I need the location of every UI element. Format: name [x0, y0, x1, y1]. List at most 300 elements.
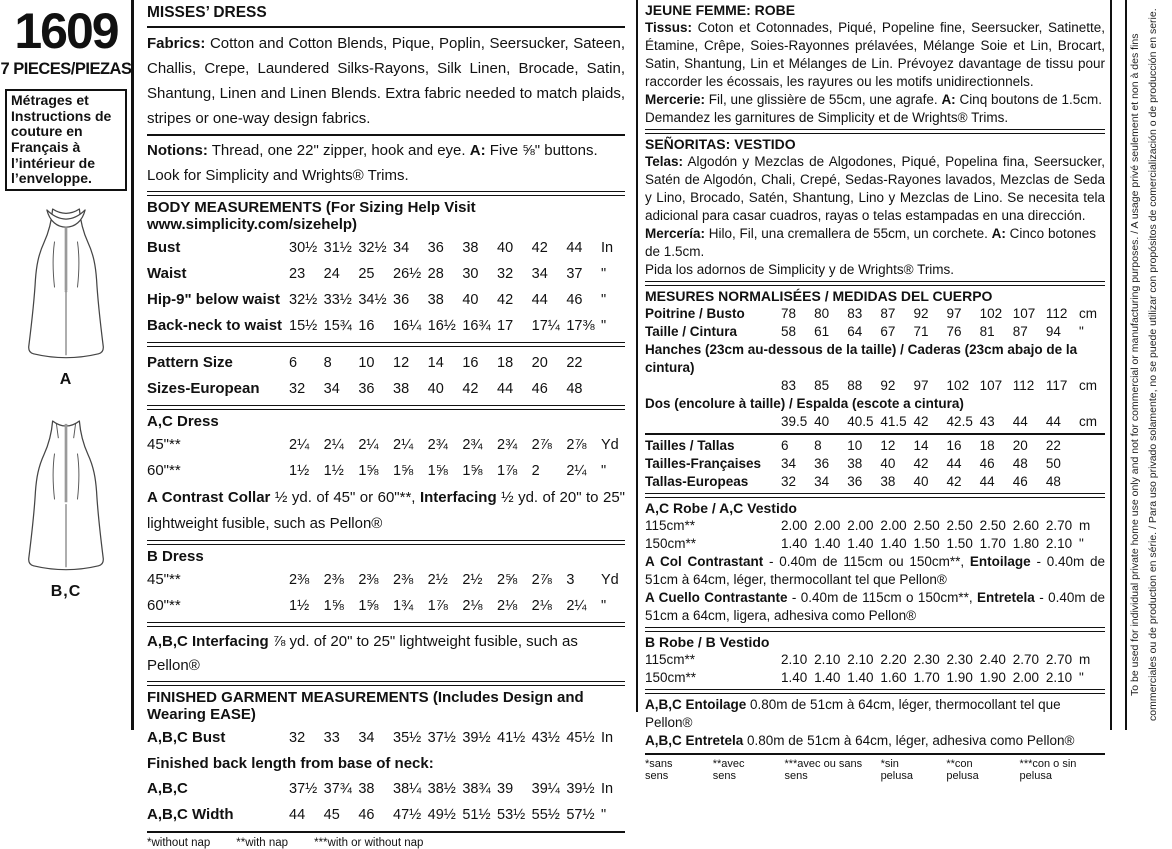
row-label: 150cm**: [645, 670, 697, 685]
row-label: A,B,C Bust: [147, 729, 226, 746]
row-label: Waist: [147, 265, 187, 282]
row-value: 38: [427, 292, 444, 308]
row-value: 46: [531, 381, 548, 397]
row-value: 46: [1012, 474, 1028, 489]
row-unit: ": [601, 318, 607, 334]
row-value: 38: [462, 240, 479, 256]
contrast-collar-text: ½ yd. of 45" or 60"**,: [270, 489, 420, 506]
row-value: 42: [946, 474, 962, 489]
row-unit: In: [601, 781, 614, 797]
row-value: 1½: [289, 598, 310, 614]
table-row: [645, 377, 1105, 395]
mercerie-buttons-text: Cinq boutons de 1.5cm.: [955, 92, 1103, 107]
table-row: [645, 413, 1105, 431]
pattern-number: 1609: [14, 3, 118, 59]
mercerie-trims-line: Demandez les garnitures de Simplicity et de Wrights® Trims.: [645, 110, 1009, 125]
col-contrastant-note: [645, 553, 1105, 589]
tissus-label: Tissus:: [645, 20, 693, 35]
row-value: 2.70: [1045, 518, 1073, 533]
row-value: 36: [393, 292, 410, 308]
row-unit: Yd: [601, 437, 619, 453]
row-value: 2.50: [913, 518, 940, 533]
row-unit: cm: [1078, 378, 1097, 393]
row-value: 18: [497, 355, 514, 371]
row-value: 6: [289, 355, 298, 371]
row-value: 44: [946, 456, 962, 471]
row-value: 34: [531, 266, 548, 282]
row-value: 71: [913, 324, 929, 339]
row-value: 2¼: [566, 463, 587, 479]
row-value: 12: [880, 438, 896, 453]
abc-interfacing-label: A,B,C Interfacing: [147, 633, 269, 650]
row-value: 1.70: [979, 536, 1006, 551]
row-value: 2½: [427, 572, 448, 588]
legal-notice-line-2: commerciales ou de production en série. / Para uso privado solamente, no se puede utilizar con propósitos de comercialización o de producción en serie.: [1147, 8, 1159, 722]
merceria-text: Hilo, Fil, una cremallera de 55cm, un corchete.: [705, 226, 992, 241]
body-measurements-title: BODY MEASUREMENTS (For Sizing Help Visit www.simplicity.com/sizehelp): [147, 199, 476, 233]
table-row: [147, 458, 625, 484]
row-unit: ": [601, 807, 607, 823]
row-value: 2.00: [1012, 670, 1040, 685]
ac-dress-title: A,C Dress: [147, 413, 219, 430]
row-value: 1⅞: [497, 463, 518, 479]
divider: [645, 753, 1105, 755]
row-value: 1⅝: [358, 598, 379, 614]
trims-line: Look for Simplicity and Wrights® Trims.: [147, 167, 409, 184]
notions-label: Notions:: [147, 142, 208, 159]
dress-a-back-view-illustration: [23, 201, 109, 369]
metric-measurements-table: [645, 305, 1105, 431]
b-dress-title: B Dress: [147, 548, 204, 565]
ac-robe-metrage-table: [645, 517, 1105, 553]
row-value: 10: [847, 438, 863, 453]
row-value: 8: [323, 355, 332, 371]
row-value: 36: [358, 381, 375, 397]
row-value: 55½: [531, 807, 560, 823]
row-value: 2.00: [880, 518, 907, 533]
fabrics-label: Fabrics:: [147, 35, 206, 52]
table-row: [147, 567, 625, 593]
merceria-view-a-label: A:: [991, 226, 1006, 241]
row-value: 40: [880, 456, 896, 471]
mercerie-text: Fil, une glissière de 55cm, une agrafe.: [705, 92, 942, 107]
row-value: 44: [1045, 414, 1061, 429]
row-value: 34½: [358, 292, 387, 308]
row-value: 2.10: [781, 652, 808, 667]
row-value: 43½: [531, 730, 560, 746]
row-value: 34: [814, 474, 830, 489]
row-value: 87: [880, 306, 896, 321]
row-value: 42: [913, 414, 929, 429]
finished-garment-title: FINISHED GARMENT MEASUREMENTS (Includes Design and Wearing EASE): [147, 689, 584, 723]
footnote-without-nap: *without nap: [147, 837, 211, 849]
entretela-text: - 0.40m de 51cm a 64cm, ligera, adhesiva como Pellon®: [645, 590, 1106, 623]
finished-garment-table: [147, 725, 625, 828]
table-row: [147, 261, 625, 287]
row-value: 2.70: [1012, 652, 1040, 667]
pattern-size-table: [147, 350, 625, 402]
row-value: 42: [531, 240, 548, 256]
row-value: 32½: [289, 292, 318, 308]
row-value: 112: [1012, 378, 1035, 393]
abc-entoilage-label: A,B,C Entoilage: [645, 697, 747, 712]
row-value: 1.70: [913, 670, 940, 685]
divider: [147, 540, 625, 545]
row-value: 1.80: [1012, 536, 1040, 551]
row-value: 49½: [427, 807, 456, 823]
row-value: 16½: [427, 318, 456, 334]
interfacing-label: Interfacing: [419, 489, 497, 506]
row-value: 45: [323, 807, 340, 823]
row-value: 2⅛: [531, 598, 552, 614]
row-value: 107: [1012, 306, 1036, 321]
mercerie-label: Mercerie:: [645, 92, 706, 107]
row-unit: ": [601, 266, 607, 282]
cuello-contrastante-note: [645, 589, 1105, 625]
row-value: 2⅞: [531, 572, 552, 588]
row-value: 30: [462, 266, 479, 282]
row-value: 20: [1012, 438, 1028, 453]
row-label: 45"**: [147, 436, 181, 453]
table-row: [645, 323, 1105, 341]
row-value: 1.40: [814, 536, 841, 551]
row-value: 41.5: [880, 414, 907, 429]
row-value: 2¼: [566, 598, 587, 614]
row-value: 17¼: [531, 318, 560, 334]
row-value: 8: [814, 438, 822, 453]
row-value: 15¾: [323, 318, 352, 334]
row-value: 46: [979, 456, 995, 471]
row-unit: ": [1078, 670, 1084, 685]
table-row: [645, 651, 1105, 669]
row-value: 22: [566, 355, 583, 371]
french-footnotes: [645, 758, 881, 782]
footnote-con-o-sin-pelusa: ***con o sin pelusa: [1019, 758, 1077, 782]
row-value: 2¼: [289, 437, 310, 453]
english-column: [141, 0, 633, 849]
entoilage-label: Entoilage: [969, 554, 1031, 569]
row-value: 107: [979, 378, 1003, 393]
page-title: MISSES’ DRESS: [147, 4, 267, 21]
row-value: 81: [979, 324, 995, 339]
row-value: 1.40: [847, 670, 874, 685]
row-value: 39: [497, 781, 514, 797]
abc-entretela-text: 0.80m de 51cm à 64cm, léger, adhesiva como Pellon®: [743, 733, 1075, 748]
row-value: 38: [358, 781, 375, 797]
divider-middle-right: [636, 0, 638, 712]
row-value: 1.40: [781, 670, 808, 685]
row-value: 2: [531, 463, 540, 479]
row-value: 2⅜: [289, 572, 310, 588]
row-value: 92: [913, 306, 929, 321]
divider: [645, 281, 1105, 286]
row-label: Poitrine / Busto: [645, 306, 745, 321]
table-row: [147, 776, 625, 802]
row-value: 43: [979, 414, 995, 429]
table-row: [147, 287, 625, 313]
row-value: 2⅝: [497, 572, 518, 588]
table-row: [147, 802, 625, 828]
row-label: 45"**: [147, 571, 181, 588]
table-row: [645, 669, 1105, 687]
table-row: [147, 313, 625, 339]
row-value: 34: [781, 456, 797, 471]
spanish-title: SEÑORITAS: VESTIDO: [645, 136, 796, 152]
row-value: 2⅜: [358, 572, 379, 588]
row-value: 80: [814, 306, 830, 321]
divider: [645, 129, 1105, 134]
row-value: 76: [946, 324, 962, 339]
row-value: 67: [880, 324, 896, 339]
fabrics-text: Cotton and Cotton Blends, Pique, Poplin, Seersucker, Sateen, Challis, Crepe, Laundered Silks-Rayons, Silk Linen, Brocade, Satin, Shantung, Linen and Linen Blends. Extra fabric needed to match plaids, stripes or one-way design fabrics.: [147, 35, 625, 127]
cuello-contrastante-text: - 0.40m de 115cm o 150cm**,: [787, 590, 978, 605]
divider: [147, 405, 625, 410]
row-value: 1.40: [781, 536, 808, 551]
row-value: 2.30: [946, 652, 973, 667]
notions-line: [147, 139, 625, 163]
dress-view-bc-figure: [0, 413, 132, 601]
row-value: 38: [847, 456, 863, 471]
row-value: 33: [323, 730, 340, 746]
table-row: Hanches (23cm au-dessous de la taille) / Caderas (23cm abajo de la cintura): [645, 342, 1078, 375]
french-instructions-note: Métrages et Instructions de couture en Français à l’intérieur de l’enveloppe.: [5, 89, 127, 191]
row-value: 1.50: [946, 536, 973, 551]
mercerie-view-a-label: A:: [941, 92, 956, 107]
view-a-label: A: [59, 371, 73, 389]
row-value: 1½: [289, 463, 310, 479]
row-value: 44: [979, 474, 995, 489]
row-value: 10: [358, 355, 375, 371]
row-value: 34: [393, 240, 410, 256]
row-value: 1⅝: [393, 463, 414, 479]
row-value: 2¼: [323, 437, 344, 453]
row-value: 37: [566, 266, 583, 282]
row-value: 1⅞: [427, 598, 448, 614]
row-value: 2½: [462, 572, 483, 588]
row-value: 1.40: [814, 670, 841, 685]
row-value: 44: [1012, 414, 1028, 429]
row-value: 2⅛: [497, 598, 518, 614]
row-value: 30½: [289, 240, 318, 256]
table-row: [645, 437, 1105, 455]
row-value: 46: [358, 807, 375, 823]
row-value: 31½: [323, 240, 352, 256]
row-value: 2.70: [1045, 652, 1073, 667]
row-unit: m: [1078, 518, 1091, 533]
row-value: 50: [1045, 456, 1061, 471]
row-value: 2¾: [427, 437, 448, 453]
row-value: 36: [814, 456, 830, 471]
divider: [147, 622, 625, 627]
french-title: JEUNE FEMME: ROBE: [645, 2, 796, 18]
left-column: [0, 0, 132, 601]
zipper-detail: [65, 424, 68, 502]
row-label: 60"**: [147, 597, 181, 614]
row-value: 2.10: [847, 652, 874, 667]
row-value: 47½: [393, 807, 422, 823]
abc-interfacing-note: [147, 630, 625, 678]
merceria-line: [645, 225, 1105, 261]
tissus-text: Coton et Cotonnades, Piqué, Popeline fine, Seersucker, Satinette, Étamine, Crêpe, Soies-Rayonnes prélavées, Mélange Soie et Lin, Brocart, Satin, Shantung, Lin et Mélanges de Lin. Prévoyez davantage de tissu pour raccorder les écossais, les rayures ou les motifs unidirectionnels.: [645, 20, 1105, 89]
row-value: 32: [289, 381, 306, 397]
row-value: 57½: [566, 807, 595, 823]
row-value: 1⅝: [323, 598, 344, 614]
row-value: 42.5: [946, 414, 973, 429]
row-value: 40.5: [847, 414, 874, 429]
divider: [147, 134, 625, 136]
row-value: 1.40: [880, 536, 907, 551]
abc-entoilage-note: [645, 696, 1105, 732]
row-value: 2.50: [979, 518, 1006, 533]
row-value: 44: [289, 807, 306, 823]
dress-view-a-figure: [0, 201, 132, 389]
row-value: 40: [814, 414, 830, 429]
divider: [645, 689, 1105, 694]
row-label: 60"**: [147, 462, 181, 479]
row-value: 46: [566, 292, 583, 308]
row-value: 38¼: [393, 781, 422, 797]
row-value: 3: [566, 572, 575, 588]
row-value: 97: [946, 306, 962, 321]
row-value: 28: [427, 266, 444, 282]
row-value: 42: [913, 456, 929, 471]
row-value: 1½: [323, 463, 344, 479]
row-value: 97: [913, 378, 929, 393]
row-value: 32: [781, 474, 797, 489]
divider: [147, 681, 625, 686]
row-value: 87: [1012, 324, 1028, 339]
table-row: [645, 517, 1105, 535]
row-value: 2¼: [393, 437, 414, 453]
row-value: 38: [880, 474, 896, 489]
row-value: 32: [497, 266, 514, 282]
row-value: 2¼: [358, 437, 379, 453]
spanish-footnotes: [881, 758, 1105, 782]
row-value: 37½: [427, 730, 456, 746]
row-unit: In: [601, 240, 614, 256]
row-value: 85: [814, 378, 830, 393]
notions-text: Thread, one 22" zipper, hook and eye.: [207, 142, 470, 159]
row-value: 38½: [427, 781, 456, 797]
metric-measurements-title: MESURES NORMALISÉES / MEDIDAS DEL CUERPO: [645, 288, 993, 304]
row-unit: ": [1078, 536, 1084, 551]
row-unit: ": [1078, 324, 1084, 339]
row-unit: cm: [1078, 414, 1097, 429]
view-bc-label: B,C: [50, 583, 82, 601]
row-value: 16: [946, 438, 962, 453]
row-value: 2¾: [462, 437, 483, 453]
b-robe-metrage-table: [645, 651, 1105, 687]
table-row: [147, 725, 625, 751]
row-value: 2⅞: [531, 437, 552, 453]
divider: [147, 342, 625, 347]
abc-entretela-label: A,B,C Entretela: [645, 733, 744, 748]
row-label: Back-neck to waist: [147, 317, 283, 334]
col-contrastant-text: - 0.40m de 115cm ou 150cm**,: [763, 554, 970, 569]
row-value: 2.10: [814, 652, 841, 667]
row-value: 39½: [566, 781, 595, 797]
row-value: 2⅞: [566, 437, 587, 453]
table-row: [147, 350, 625, 376]
row-value: 16¼: [393, 318, 422, 334]
row-value: 17⅜: [566, 318, 595, 334]
row-unit: In: [601, 730, 614, 746]
row-label: 150cm**: [645, 536, 697, 551]
foreign-footnotes: [645, 758, 1105, 782]
ac-robe-title: A,C Robe / A,C Vestido: [645, 500, 797, 516]
b-robe-title: B Robe / B Vestido: [645, 634, 770, 650]
row-label: Tailles-Françaises: [645, 456, 762, 471]
row-value: 40: [427, 381, 444, 397]
row-value: 1.90: [979, 670, 1006, 685]
row-value: 92: [880, 378, 896, 393]
row-value: 94: [1045, 324, 1061, 339]
table-row: [147, 432, 625, 458]
divider: [645, 627, 1105, 632]
row-label: 115cm**: [645, 652, 696, 667]
cuello-contrastante-label: A Cuello Contrastante: [645, 590, 788, 605]
divider: [147, 191, 625, 196]
footnote-avec-sens: **avec sens: [712, 758, 745, 782]
row-label: Bust: [147, 239, 181, 256]
merceria-label: Mercería:: [645, 226, 706, 241]
row-value: 44: [531, 292, 548, 308]
divider-right-border: [1110, 0, 1112, 730]
table-row: [645, 305, 1105, 323]
row-value: 64: [847, 324, 863, 339]
row-value: 83: [847, 306, 863, 321]
row-value: 1¾: [393, 598, 414, 614]
row-value: 39½: [462, 730, 491, 746]
row-value: 17: [497, 318, 514, 334]
row-value: 33½: [323, 292, 352, 308]
table-row: [147, 593, 625, 619]
row-value: 26½: [393, 266, 422, 282]
row-unit: ": [601, 463, 607, 479]
row-unit: ": [601, 598, 607, 614]
table-row: [147, 235, 625, 261]
zipper-detail: [65, 227, 68, 290]
row-value: 1⅝: [462, 463, 483, 479]
row-label: Tailles / Tallas: [645, 438, 735, 453]
french-spanish-column: [640, 1, 1110, 782]
row-value: 2.20: [880, 652, 907, 667]
row-label: A,B,C Width: [147, 806, 234, 823]
row-value: 61: [814, 324, 830, 339]
body-measurements-table: [147, 235, 625, 339]
divider: [645, 433, 1105, 435]
row-value: 20: [531, 355, 548, 371]
divider: [147, 26, 625, 28]
row-value: 14: [427, 355, 444, 371]
dress-bc-back-view-illustration: [23, 413, 109, 581]
row-value: 2.00: [781, 518, 808, 533]
divider: [147, 831, 625, 833]
row-value: 1.40: [847, 536, 874, 551]
abc-entoilage-text: 0.80m de 51cm à 64cm, léger, thermocollant tel que Pellon®: [645, 697, 1061, 730]
row-label: Pattern Size: [147, 354, 233, 371]
row-value: 32: [289, 730, 306, 746]
row-value: 41½: [497, 730, 526, 746]
row-value: 36: [847, 474, 863, 489]
row-value: 102: [946, 378, 970, 393]
row-value: 44: [566, 240, 583, 256]
row-value: 1.90: [946, 670, 973, 685]
b-dress-yardage-table: [147, 567, 625, 619]
row-value: 39¼: [531, 781, 560, 797]
pieces-count: 7 PIECES/PIEZAS: [0, 60, 132, 78]
row-value: 1⅝: [427, 463, 448, 479]
